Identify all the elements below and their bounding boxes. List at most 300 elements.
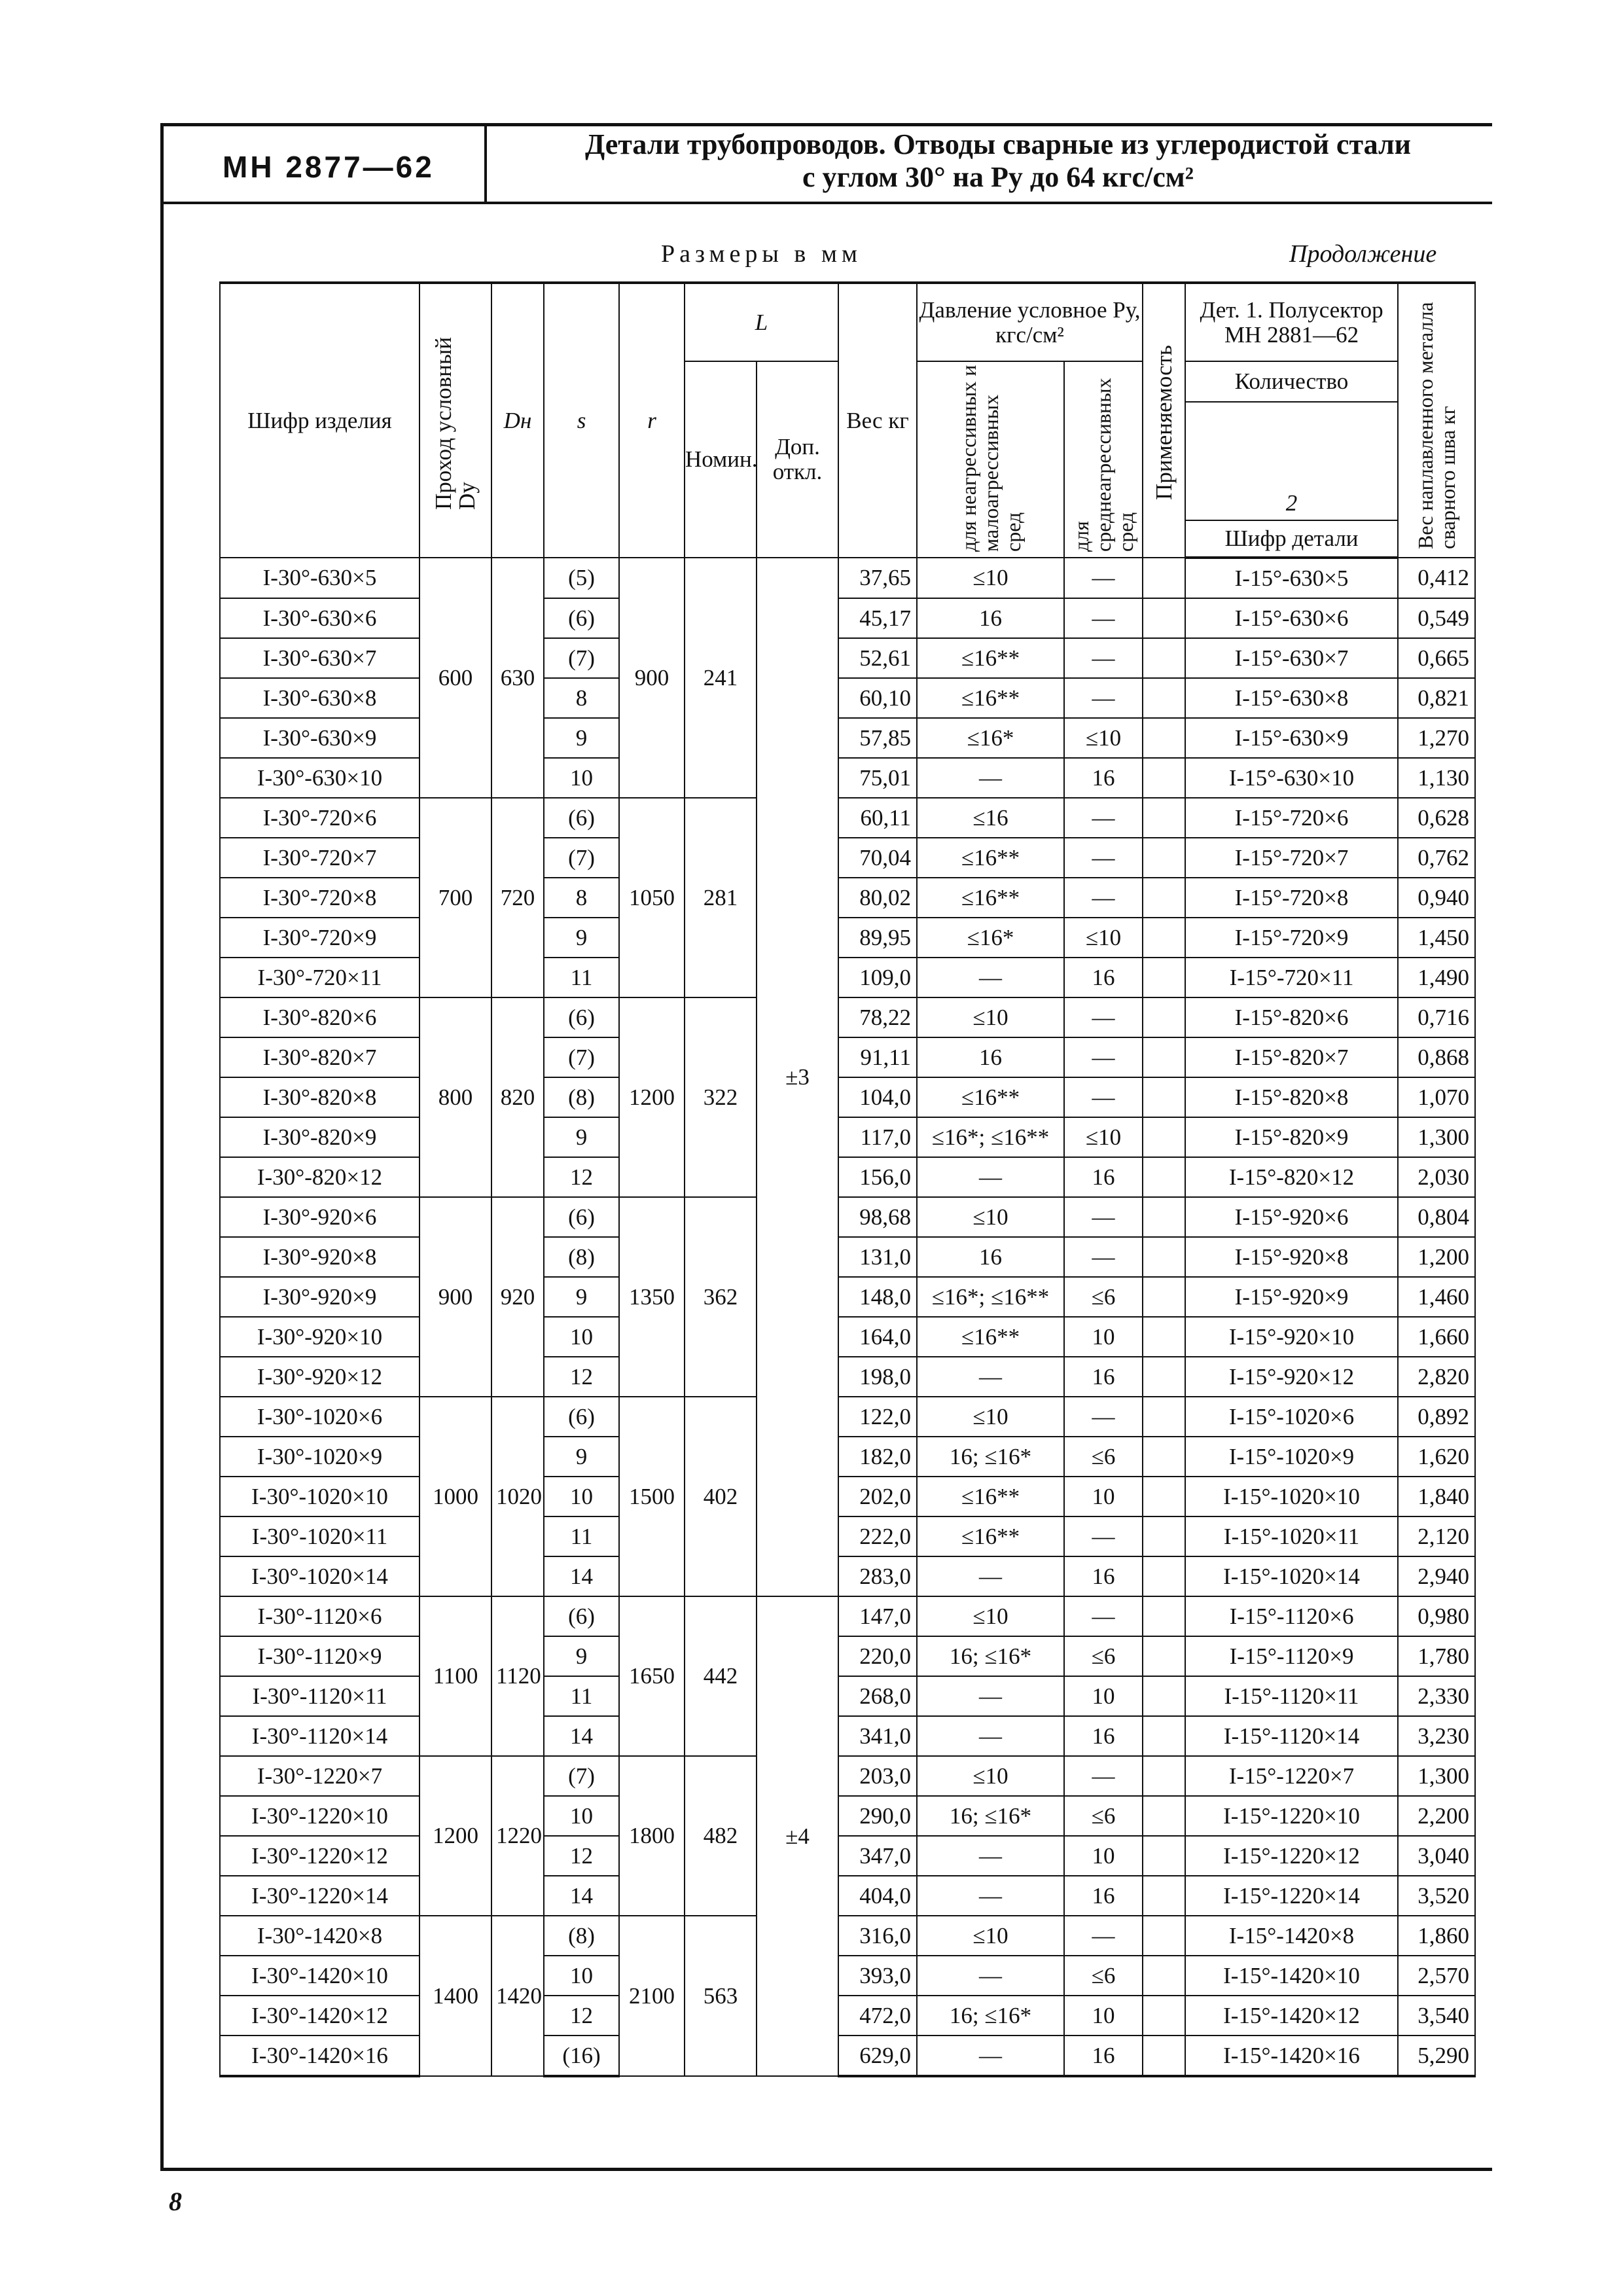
product-code-cell: I-30°-1420×8	[220, 1916, 419, 1956]
wall-thickness-cell: (6)	[544, 1197, 619, 1237]
pressure-medium-cell: ≤6	[1064, 1636, 1143, 1676]
pressure-medium-cell: 10	[1064, 1477, 1143, 1516]
radius-cell: 1500	[619, 1397, 685, 1596]
table-row	[220, 997, 1475, 1037]
weight-cell: 91,11	[838, 1037, 917, 1077]
weight-cell: 78,22	[838, 997, 917, 1037]
application-cell	[1143, 958, 1185, 997]
part-code-cell: I-15°-1420×8	[1185, 1916, 1398, 1956]
part-code-cell: I-15°-1120×9	[1185, 1636, 1398, 1676]
wall-thickness-cell: (8)	[544, 1916, 619, 1956]
product-code-cell: I-30°-1020×11	[220, 1516, 419, 1556]
frame-left-rule	[160, 123, 164, 2170]
weld-weight-cell: 0,628	[1398, 798, 1475, 838]
wall-thickness-cell: (7)	[544, 638, 619, 678]
product-code-cell: I-30°-720×6	[220, 798, 419, 838]
product-code-cell: I-30°-820×9	[220, 1117, 419, 1157]
part-code-cell: I-15°-1020×6	[1185, 1397, 1398, 1437]
pressure-medium-cell: ≤10	[1064, 718, 1143, 758]
weld-weight-cell: 0,821	[1398, 678, 1475, 718]
pressure-nonaggressive-cell: ≤10	[917, 1197, 1064, 1237]
pressure-medium-cell: ≤6	[1064, 1437, 1143, 1477]
pressure-medium-cell: 16	[1064, 1876, 1143, 1916]
weight-cell: 104,0	[838, 1077, 917, 1117]
application-cell	[1143, 2036, 1185, 2076]
weight-cell: 131,0	[838, 1237, 917, 1277]
pressure-nonaggressive-cell: —	[917, 1157, 1064, 1197]
weld-weight-cell: 0,804	[1398, 1197, 1475, 1237]
table-row	[220, 1277, 1475, 1317]
table-row	[220, 2036, 1475, 2076]
col-dn-header: Dн	[491, 283, 544, 558]
weld-weight-cell: 3,040	[1398, 1836, 1475, 1876]
wall-thickness-cell: 10	[544, 758, 619, 798]
weld-weight-cell: 2,030	[1398, 1157, 1475, 1197]
pressure-nonaggressive-cell: ≤16**	[917, 878, 1064, 918]
table-row	[220, 638, 1475, 678]
pressure-medium-cell: —	[1064, 1756, 1143, 1796]
radius-cell: 2100	[619, 1916, 685, 2076]
product-code-cell: I-30°-1120×11	[220, 1676, 419, 1716]
pressure-medium-cell: ≤6	[1064, 1956, 1143, 1996]
weight-cell: 122,0	[838, 1397, 917, 1437]
pressure-nonaggressive-cell: ≤10	[917, 1397, 1064, 1437]
weld-weight-cell: 0,549	[1398, 598, 1475, 638]
product-code-cell: I-30°-920×8	[220, 1237, 419, 1277]
wall-thickness-cell: 11	[544, 1516, 619, 1556]
weld-weight-cell: 0,716	[1398, 997, 1475, 1037]
product-code-cell: I-30°-630×8	[220, 678, 419, 718]
weight-cell: 222,0	[838, 1516, 917, 1556]
dn-cell: 1220	[491, 1756, 544, 1916]
wall-thickness-cell: (6)	[544, 798, 619, 838]
dy-cell: 800	[419, 997, 491, 1197]
product-code-cell: I-30°-1220×12	[220, 1836, 419, 1876]
weld-weight-cell: 0,940	[1398, 878, 1475, 918]
pressure-medium-cell: ≤10	[1064, 918, 1143, 958]
part-code-cell: I-15°-1020×10	[1185, 1477, 1398, 1516]
application-cell	[1143, 1636, 1185, 1676]
part-code-cell: I-15°-1120×11	[1185, 1676, 1398, 1716]
pressure-nonaggressive-cell: —	[917, 958, 1064, 997]
pressure-nonaggressive-cell: ≤16*; ≤16**	[917, 1277, 1064, 1317]
units-label: Размеры в мм	[661, 240, 862, 268]
wall-thickness-cell: (8)	[544, 1237, 619, 1277]
product-code-cell: I-30°-920×6	[220, 1197, 419, 1237]
table-row	[220, 1117, 1475, 1157]
pressure-medium-cell: —	[1064, 798, 1143, 838]
pressure-nonaggressive-cell: 16; ≤16*	[917, 1796, 1064, 1836]
wall-thickness-cell: 9	[544, 718, 619, 758]
product-code-cell: I-30°-1120×6	[220, 1596, 419, 1636]
application-cell	[1143, 1237, 1185, 1277]
part-code-cell: I-15°-1220×12	[1185, 1836, 1398, 1876]
product-code-cell: I-30°-920×9	[220, 1277, 419, 1317]
length-nominal-cell: 322	[685, 997, 757, 1197]
pressure-nonaggressive-cell: —	[917, 1836, 1064, 1876]
application-cell	[1143, 1197, 1185, 1237]
pressure-nonaggressive-cell: ≤10	[917, 997, 1064, 1037]
pressure-nonaggressive-cell: ≤16*	[917, 918, 1064, 958]
pressure-nonaggressive-cell: 16; ≤16*	[917, 1636, 1064, 1676]
wall-thickness-cell: 11	[544, 1676, 619, 1716]
wall-thickness-cell: (6)	[544, 1596, 619, 1636]
wall-thickness-cell: (16)	[544, 2036, 619, 2076]
application-cell	[1143, 638, 1185, 678]
table-row	[220, 1996, 1475, 2036]
table-row	[220, 1716, 1475, 1756]
wall-thickness-cell: (6)	[544, 598, 619, 638]
application-cell	[1143, 1277, 1185, 1317]
wall-thickness-cell: (7)	[544, 1756, 619, 1796]
table-row	[220, 838, 1475, 878]
product-code-cell: I-30°-720×8	[220, 878, 419, 918]
length-nominal-cell: 241	[685, 558, 757, 798]
part-code-cell: I-15°-920×9	[1185, 1277, 1398, 1317]
product-code-cell: I-30°-1420×12	[220, 1996, 419, 2036]
dy-cell: 1100	[419, 1596, 491, 1756]
pressure-nonaggressive-cell: ≤16**	[917, 678, 1064, 718]
pressure-medium-cell: ≤6	[1064, 1796, 1143, 1836]
application-cell	[1143, 1437, 1185, 1477]
pressure-nonaggressive-cell: ≤16*	[917, 718, 1064, 758]
weight-cell: 52,61	[838, 638, 917, 678]
application-cell	[1143, 598, 1185, 638]
weld-weight-cell: 1,490	[1398, 958, 1475, 997]
weight-cell: 156,0	[838, 1157, 917, 1197]
pressure-nonaggressive-cell: 16; ≤16*	[917, 1996, 1064, 2036]
table-row	[220, 1357, 1475, 1397]
pressure-medium-cell: —	[1064, 1197, 1143, 1237]
col-pressure-header: Давление условное Pу, кгс/см²	[917, 283, 1143, 361]
col-dy-header: Проход условный Dу	[419, 283, 491, 558]
weight-cell: 341,0	[838, 1716, 917, 1756]
application-cell	[1143, 1397, 1185, 1437]
product-code-cell: I-30°-630×9	[220, 718, 419, 758]
table-row	[220, 1756, 1475, 1796]
pressure-medium-cell: —	[1064, 1237, 1143, 1277]
weight-cell: 164,0	[838, 1317, 917, 1357]
wall-thickness-cell: 14	[544, 1716, 619, 1756]
qty-value: 2	[1186, 487, 1397, 521]
wall-thickness-cell: (5)	[544, 558, 619, 598]
weight-cell: 198,0	[838, 1357, 917, 1397]
application-cell	[1143, 1556, 1185, 1596]
dy-cell: 700	[419, 798, 491, 997]
application-cell	[1143, 758, 1185, 798]
part-code-cell: I-15°-720×9	[1185, 918, 1398, 958]
weight-cell: 404,0	[838, 1876, 917, 1916]
part-code-cell: I-15°-1120×14	[1185, 1716, 1398, 1756]
frame-bottom-rule	[160, 2168, 1492, 2171]
weld-weight-cell: 1,130	[1398, 758, 1475, 798]
product-code-cell: I-30°-820×8	[220, 1077, 419, 1117]
pressure-medium-cell: —	[1064, 678, 1143, 718]
table-row	[220, 1077, 1475, 1117]
part-code-cell: I-15°-720×6	[1185, 798, 1398, 838]
radius-cell: 1650	[619, 1596, 685, 1756]
table-row	[220, 1796, 1475, 1836]
col-weld-header: Вес наплавленного металла сварного шва кг	[1398, 283, 1475, 558]
weld-weight-cell: 2,820	[1398, 1357, 1475, 1397]
application-cell	[1143, 1876, 1185, 1916]
pressure-nonaggressive-cell: ≤16**	[917, 1516, 1064, 1556]
wall-thickness-cell: 10	[544, 1317, 619, 1357]
weight-cell: 316,0	[838, 1916, 917, 1956]
pressure-medium-cell: 16	[1064, 1157, 1143, 1197]
table-row	[220, 1516, 1475, 1556]
dn-cell: 1120	[491, 1596, 544, 1756]
table-row	[220, 1437, 1475, 1477]
col-r-header: r	[619, 283, 685, 558]
standard-code: МН 2877—62	[223, 150, 435, 184]
wall-thickness-cell: 11	[544, 958, 619, 997]
weld-weight-cell: 1,860	[1398, 1916, 1475, 1956]
part-code-cell: I-15°-1220×7	[1185, 1756, 1398, 1796]
radius-cell: 1200	[619, 997, 685, 1197]
product-code-cell: I-30°-820×7	[220, 1037, 419, 1077]
pressure-nonaggressive-cell: 16	[917, 1037, 1064, 1077]
part-code-cell: I-15°-1120×6	[1185, 1596, 1398, 1636]
pressure-medium-cell: 16	[1064, 1357, 1143, 1397]
pressure-medium-cell: —	[1064, 997, 1143, 1037]
weight-cell: 220,0	[838, 1636, 917, 1676]
dn-cell: 1020	[491, 1397, 544, 1596]
weight-cell: 60,11	[838, 798, 917, 838]
part-code-cell: I-15°-920×8	[1185, 1237, 1398, 1277]
table-row	[220, 1956, 1475, 1996]
weight-cell: 37,65	[838, 558, 917, 598]
part-code-cell: I-15°-720×7	[1185, 838, 1398, 878]
pressure-medium-cell: —	[1064, 878, 1143, 918]
col-s-header: s	[544, 283, 619, 558]
product-code-cell: I-30°-1120×14	[220, 1716, 419, 1756]
part-code-cell: I-15°-630×5	[1185, 558, 1398, 598]
weight-cell: 98,68	[838, 1197, 917, 1237]
weight-cell: 148,0	[838, 1277, 917, 1317]
wall-thickness-cell: (7)	[544, 838, 619, 878]
application-cell	[1143, 678, 1185, 718]
part-code-cell: I-15°-920×6	[1185, 1197, 1398, 1237]
application-cell	[1143, 918, 1185, 958]
application-cell	[1143, 1596, 1185, 1636]
pressure-nonaggressive-cell: ≤16**	[917, 1077, 1064, 1117]
weight-cell: 283,0	[838, 1556, 917, 1596]
length-tolerance-cell: ±3	[757, 558, 838, 1596]
continuation-label: Продолжение	[1289, 240, 1437, 268]
pressure-nonaggressive-cell: —	[917, 1956, 1064, 1996]
part-code-cell: I-15°-820×12	[1185, 1157, 1398, 1197]
part-code-cell: I-15°-630×10	[1185, 758, 1398, 798]
application-cell	[1143, 1037, 1185, 1077]
pressure-medium-cell: —	[1064, 558, 1143, 598]
product-code-cell: I-30°-820×12	[220, 1157, 419, 1197]
pressure-medium-cell: 16	[1064, 1716, 1143, 1756]
part-code-cell: I-15°-920×10	[1185, 1317, 1398, 1357]
pressure-nonaggressive-cell: ≤16**	[917, 1477, 1064, 1516]
pressure-nonaggressive-cell: ≤16**	[917, 838, 1064, 878]
pressure-medium-cell: 16	[1064, 1556, 1143, 1596]
table-row	[220, 1197, 1475, 1237]
application-cell	[1143, 1477, 1185, 1516]
part-code-cell: I-15°-630×7	[1185, 638, 1398, 678]
wall-thickness-cell: 12	[544, 1996, 619, 2036]
product-code-cell: I-30°-1020×6	[220, 1397, 419, 1437]
wall-thickness-cell: 9	[544, 1277, 619, 1317]
pressure-medium-cell: 10	[1064, 1996, 1143, 2036]
product-code-cell: I-30°-1120×9	[220, 1636, 419, 1676]
part-code-cell: I-15°-630×8	[1185, 678, 1398, 718]
pressure-medium-cell: —	[1064, 638, 1143, 678]
pressure-medium-cell: —	[1064, 1516, 1143, 1556]
product-code-cell: I-30°-630×10	[220, 758, 419, 798]
table-row	[220, 798, 1475, 838]
part-code-cell: I-15°-630×6	[1185, 598, 1398, 638]
pressure-nonaggressive-cell: —	[917, 1556, 1064, 1596]
qty-label: Количество	[1185, 361, 1398, 402]
weld-weight-cell: 3,540	[1398, 1996, 1475, 2036]
wall-thickness-cell: (6)	[544, 997, 619, 1037]
product-code-cell: I-30°-1420×16	[220, 2036, 419, 2076]
part-code-cell: I-15°-1420×16	[1185, 2036, 1398, 2076]
weld-weight-cell: 1,840	[1398, 1477, 1475, 1516]
pressure-nonaggressive-cell: —	[917, 2036, 1064, 2076]
weld-weight-cell: 1,200	[1398, 1237, 1475, 1277]
weld-weight-cell: 0,868	[1398, 1037, 1475, 1077]
table-body	[220, 558, 1475, 2076]
wall-thickness-cell: 9	[544, 918, 619, 958]
weld-weight-cell: 2,330	[1398, 1676, 1475, 1716]
length-nominal-cell: 402	[685, 1397, 757, 1596]
pressure-nonaggressive-cell: ≤16**	[917, 638, 1064, 678]
dn-cell: 630	[491, 558, 544, 798]
application-cell	[1143, 1796, 1185, 1836]
dn-cell: 1420	[491, 1916, 544, 2076]
application-cell	[1143, 878, 1185, 918]
length-nominal-cell: 563	[685, 1916, 757, 2076]
table-row	[220, 598, 1475, 638]
part-code-cell: I-15°-820×6	[1185, 997, 1398, 1037]
pressure-medium-cell: 10	[1064, 1676, 1143, 1716]
pressure-nonaggressive-cell: ≤16*; ≤16**	[917, 1117, 1064, 1157]
product-code-cell: I-30°-630×6	[220, 598, 419, 638]
table-row	[220, 1037, 1475, 1077]
pressure-medium-cell: —	[1064, 1077, 1143, 1117]
pressure-medium-cell: —	[1064, 598, 1143, 638]
col-L-header: L	[685, 283, 838, 361]
table-row	[220, 958, 1475, 997]
qty-part-cell	[1185, 402, 1398, 558]
application-cell	[1143, 798, 1185, 838]
part-code-cell: I-15°-720×8	[1185, 878, 1398, 918]
table-row	[220, 558, 1475, 598]
table-row	[220, 1237, 1475, 1277]
product-code-cell: I-30°-1420×10	[220, 1956, 419, 1996]
weld-weight-cell: 2,200	[1398, 1796, 1475, 1836]
radius-cell: 1050	[619, 798, 685, 997]
weld-weight-cell: 3,520	[1398, 1876, 1475, 1916]
application-cell	[1143, 1676, 1185, 1716]
pressure-medium-cell: 16	[1064, 758, 1143, 798]
part-code-cell: I-15°-1020×11	[1185, 1516, 1398, 1556]
application-cell	[1143, 1317, 1185, 1357]
table-row	[220, 1836, 1475, 1876]
dy-cell: 1000	[419, 1397, 491, 1596]
wall-thickness-cell: 14	[544, 1876, 619, 1916]
wall-thickness-cell: 9	[544, 1437, 619, 1477]
part-code-cell: I-15°-1420×10	[1185, 1956, 1398, 1996]
weld-weight-cell: 0,980	[1398, 1596, 1475, 1636]
product-code-cell: I-30°-1220×10	[220, 1796, 419, 1836]
weld-weight-cell: 0,892	[1398, 1397, 1475, 1437]
weld-weight-cell: 2,570	[1398, 1956, 1475, 1996]
pressure-medium-cell: —	[1064, 838, 1143, 878]
pressure-medium-cell: 10	[1064, 1836, 1143, 1876]
wall-thickness-cell: 12	[544, 1357, 619, 1397]
application-cell	[1143, 1836, 1185, 1876]
table-row	[220, 1157, 1475, 1197]
weld-weight-cell: 1,780	[1398, 1636, 1475, 1676]
weight-cell: 70,04	[838, 838, 917, 878]
pressure-nonaggressive-cell: 16	[917, 598, 1064, 638]
length-nominal-cell: 482	[685, 1756, 757, 1916]
part-code-cell: I-15°-1220×14	[1185, 1876, 1398, 1916]
dimensions-table	[219, 281, 1476, 2077]
pressure-nonaggressive-cell: ≤10	[917, 1756, 1064, 1796]
pressure-nonaggressive-cell: ≤16**	[917, 1317, 1064, 1357]
pressure-nonaggressive-cell: ≤10	[917, 1916, 1064, 1956]
product-code-cell: I-30°-820×6	[220, 997, 419, 1037]
table-row	[220, 1397, 1475, 1437]
application-cell	[1143, 1996, 1185, 2036]
part-code-cell: I-15°-820×7	[1185, 1037, 1398, 1077]
radius-cell: 900	[619, 558, 685, 798]
weight-cell: 45,17	[838, 598, 917, 638]
weight-cell: 203,0	[838, 1756, 917, 1796]
application-cell	[1143, 1716, 1185, 1756]
wall-thickness-cell: 8	[544, 878, 619, 918]
length-nominal-cell: 362	[685, 1197, 757, 1397]
application-cell	[1143, 1956, 1185, 1996]
product-code-cell: I-30°-920×12	[220, 1357, 419, 1397]
weld-weight-cell: 5,290	[1398, 2036, 1475, 2076]
weld-weight-cell: 2,940	[1398, 1556, 1475, 1596]
length-nominal-cell: 442	[685, 1596, 757, 1756]
wall-thickness-cell: 9	[544, 1636, 619, 1676]
header-rule	[160, 202, 1492, 204]
table-row	[220, 1556, 1475, 1596]
wall-thickness-cell: 12	[544, 1157, 619, 1197]
title-line-2: с углом 30° на Pу до 64 кгс/см²	[802, 161, 1194, 193]
weld-weight-cell: 0,412	[1398, 558, 1475, 598]
part-code-cell: I-15°-1220×10	[1185, 1796, 1398, 1836]
application-cell	[1143, 718, 1185, 758]
weight-cell: 290,0	[838, 1796, 917, 1836]
application-cell	[1143, 997, 1185, 1037]
table-row	[220, 1636, 1475, 1676]
pressure-nonaggressive-cell: —	[917, 1716, 1064, 1756]
weight-cell: 57,85	[838, 718, 917, 758]
pressure-medium-cell: —	[1064, 1596, 1143, 1636]
table-row	[220, 1596, 1475, 1636]
weight-cell: 629,0	[838, 2036, 917, 2076]
application-cell	[1143, 1916, 1185, 1956]
product-code-cell: I-30°-920×10	[220, 1317, 419, 1357]
length-nominal-cell: 281	[685, 798, 757, 997]
frame-top-rule	[160, 123, 1492, 126]
pressure-nonaggressive-cell: —	[917, 1357, 1064, 1397]
document-title	[524, 128, 1472, 194]
